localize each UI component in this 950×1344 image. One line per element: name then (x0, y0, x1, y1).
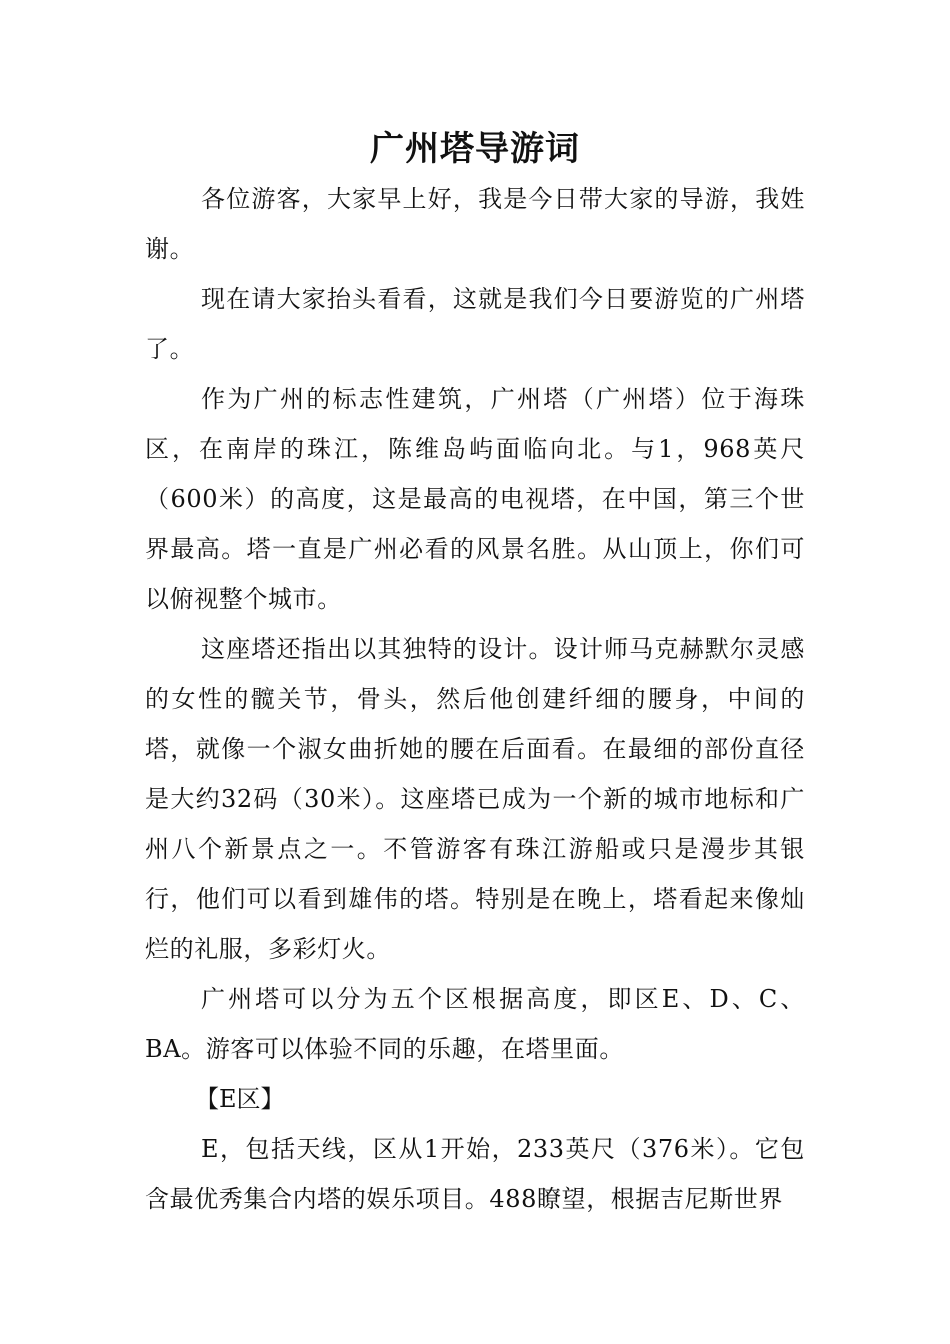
paragraph-tower-intro: 现在请大家抬头看看，这就是我们今日要游览的广州塔了。 (145, 285, 805, 363)
paragraph-design: 这座塔还指出以其独特的设计。设计师马克赫默尔灵感的女性的髋关节，骨头，然后他创建纤细的腰身，中间的塔，就像一个淑女曲折她的腰在后面看。在最细的部份直径是大约32码（30米）。这座塔已成为一个新的城市地标和广州八个新景点之一。不管游客有珠江游船或只是漫步其银行，他们可以看到雄伟的塔。特别是在晚上，塔看起来像灿烂的礼服，多彩灯火。 (145, 635, 805, 963)
section-heading-e-zone: 【E区】 (195, 1085, 285, 1113)
paragraph-landmark: 作为广州的标志性建筑，广州塔（广州塔）位于海珠区，在南岸的珠江，陈维岛屿面临向北。与1，968英尺（600米）的高度，这是最高的电视塔，在中国，第三个世界最高。塔一直是广州必看的风景名胜。从山顶上，你们可以俯视整个城市。 (145, 385, 805, 613)
paragraph-zones: 广州塔可以分为五个区根据高度，即区E、D、C、BA。游客可以体验不同的乐趣，在塔里面。 (145, 985, 805, 1063)
document-body (145, 174, 805, 1224)
paragraph-greeting: 各位游客，大家早上好，我是今日带大家的导游，我姓谢。 (145, 185, 805, 263)
document-title: 广州塔导游词 (370, 129, 580, 169)
paragraph-e-zone: E，包括天线，区从1开始，233英尺（376米）。它包含最优秀集合内塔的娱乐项目。488瞭望，根据吉尼斯世界 (145, 1135, 805, 1213)
